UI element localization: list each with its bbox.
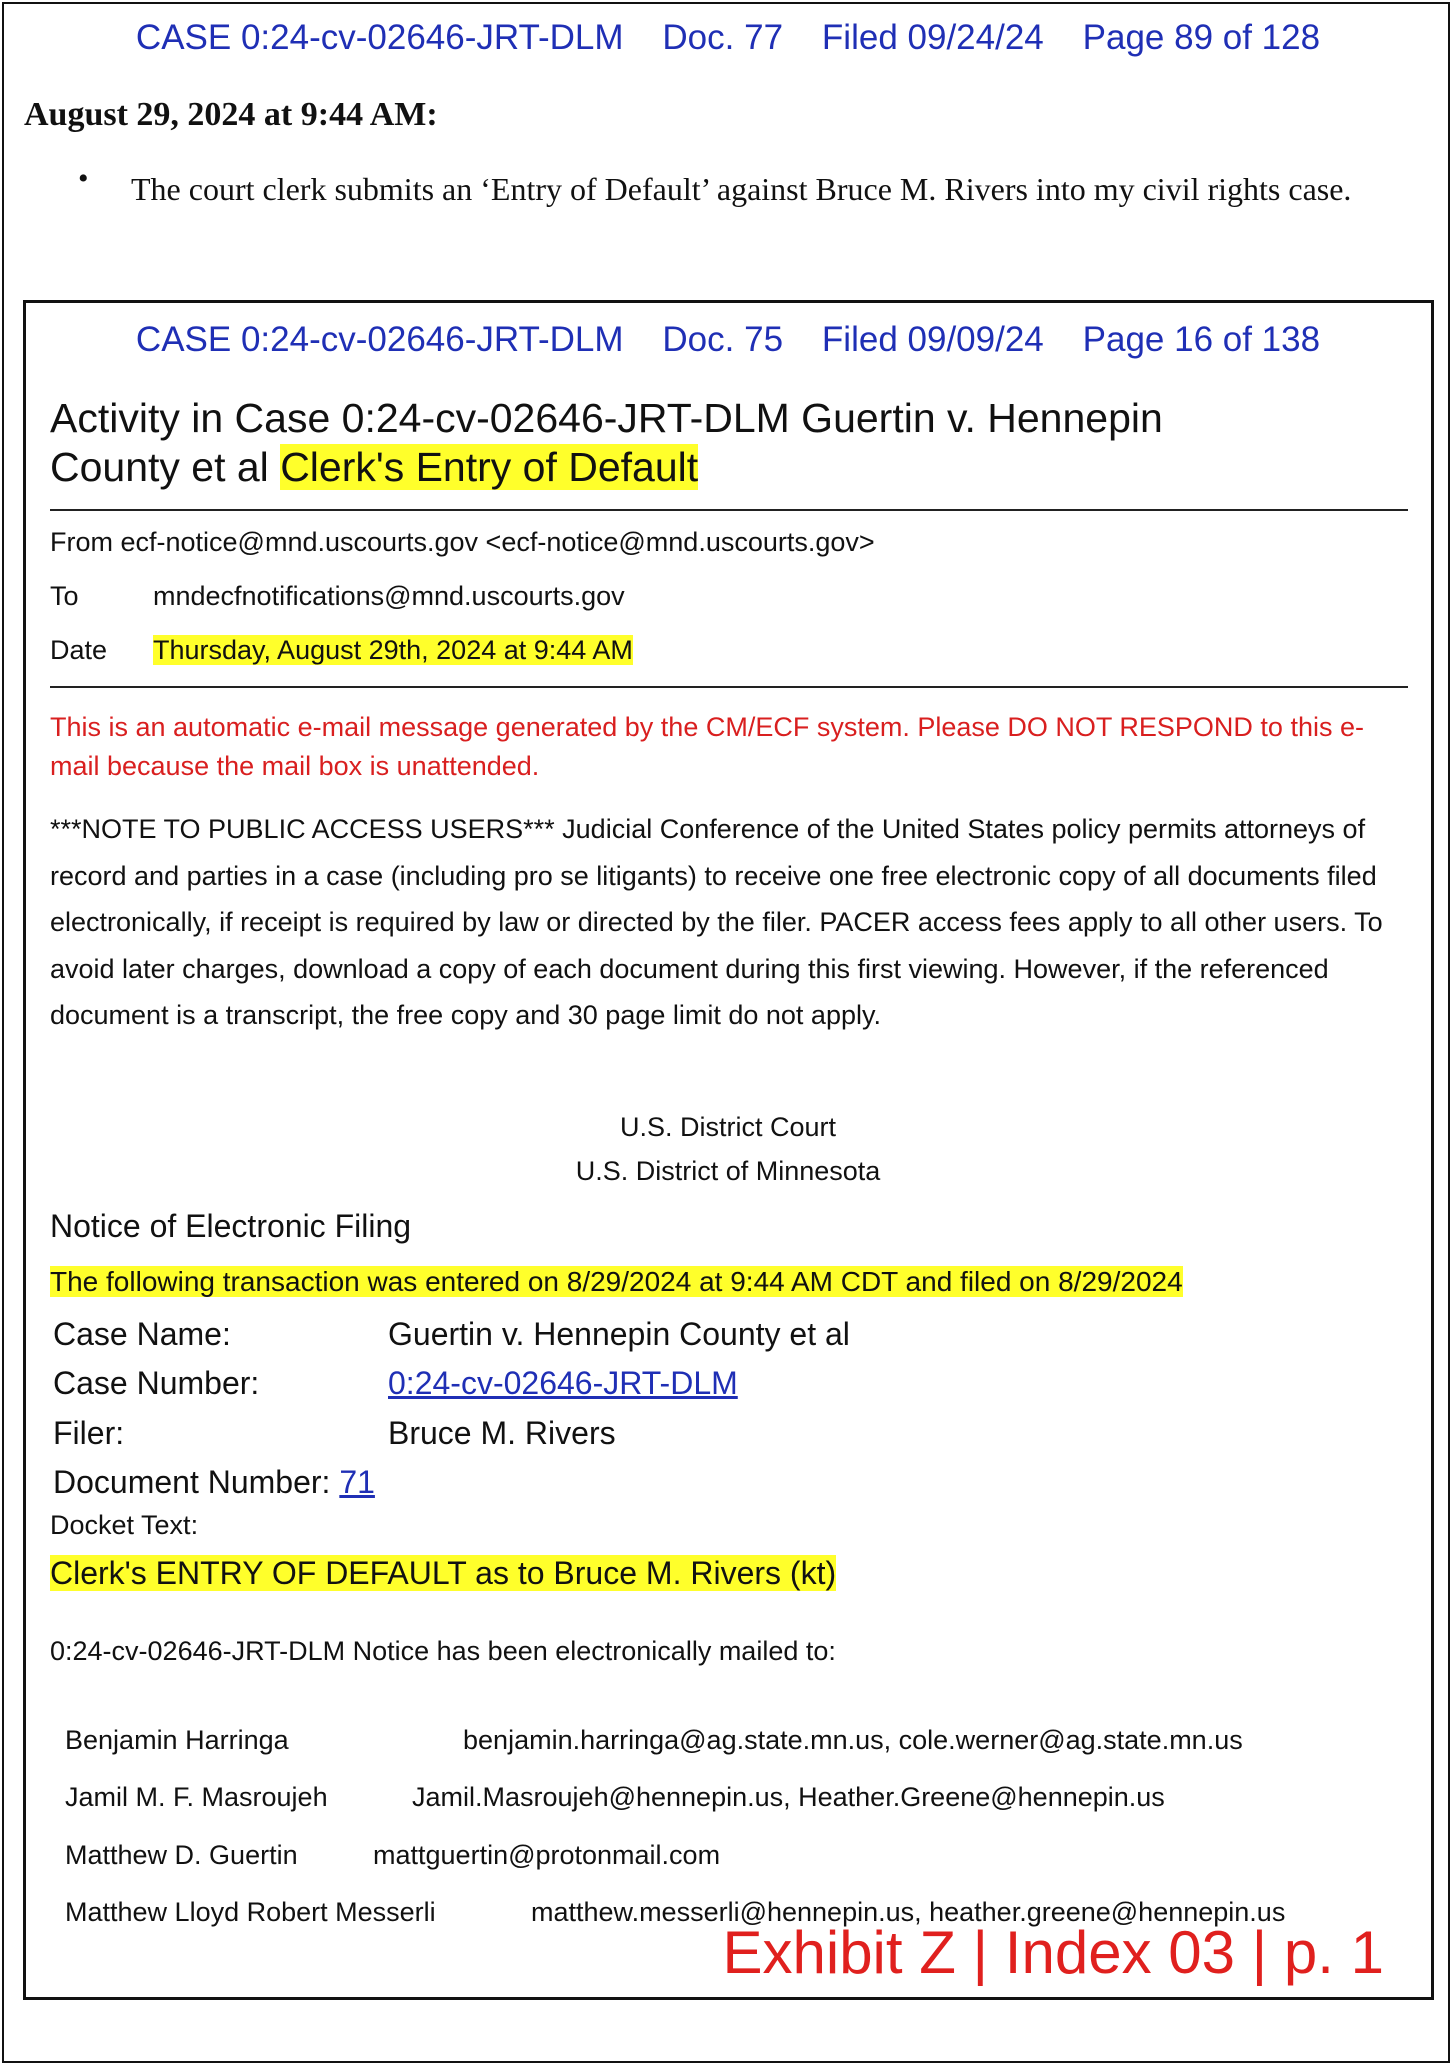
- recipient-name: Matthew D. Guertin: [65, 1840, 298, 1870]
- date-value: Thursday, August 29th, 2024 at 9:44 AM: [153, 635, 633, 665]
- to-value: mndecfnotifications@mnd.uscourts.gov: [153, 581, 625, 611]
- recipient-emails: matthew.messerli@hennepin.us, heather.greene@hennepin.us: [531, 1897, 1286, 1927]
- to-label: To: [50, 581, 79, 611]
- recipient-emails: mattguertin@protonmail.com: [373, 1840, 721, 1870]
- docket-text-label: Docket Text:: [50, 1510, 199, 1540]
- entry-timestamp: August 29, 2024 at 9:44 AM:: [24, 96, 438, 133]
- email-subject-highlight: Clerk's Entry of Default: [280, 444, 699, 490]
- date-label: Date: [50, 635, 108, 665]
- email-to: [50, 581, 625, 612]
- entry-description: The court clerk submits an ‘Entry of Default’ against Bruce M. Rivers into my civil rights case.: [131, 171, 1352, 207]
- case-number-link[interactable]: 0:24-cv-02646-JRT-DLM: [388, 1365, 738, 1401]
- document-number-label: Document Number:: [53, 1464, 331, 1500]
- nef-title: Notice of Electronic Filing: [50, 1208, 412, 1244]
- filing-header: CASE 0:24-cv-02646-JRT-DLM Doc. 77 Filed 09/24/24 Page 89 of 128: [135, 18, 1321, 57]
- case-name-label: Case Name:: [53, 1316, 231, 1352]
- public-access-note: ***NOTE TO PUBLIC ACCESS USERS*** Judicial Conference of the United States policy permits attorneys of record and parties in a case (including pro se litigants) to receive one free electronic copy of all documents filed electronically, if receipt is required by law or directed by the filer. PACER access fees apply to all other users. To avoid later charges, download a copy of each document during this first viewing. However, if the referenced document is a transcript, the free copy and 30 page limit do not apply.: [50, 814, 1383, 1031]
- document-number-row: [53, 1464, 375, 1501]
- recipient-name: Benjamin Harringa: [65, 1725, 289, 1755]
- court-name: U.S. District Court: [619, 1112, 837, 1142]
- transaction-highlight: The following transaction was entered on 8/29/2024 at 9:44 AM CDT and filed on 8/29/2024: [50, 1266, 1183, 1297]
- exhibit-filing-header: CASE 0:24-cv-02646-JRT-DLM Doc. 75 Filed 09/09/24 Page 16 of 138: [135, 320, 1321, 359]
- transaction-line: [50, 1264, 1183, 1300]
- recipient-name: Jamil M. F. Masroujeh: [65, 1782, 328, 1812]
- court-district: U.S. District of Minnesota: [575, 1156, 881, 1186]
- docket-text: [50, 1553, 836, 1593]
- divider: [50, 686, 1408, 688]
- recipient-emails: Jamil.Masroujeh@hennepin.us, Heather.Greene@hennepin.us: [412, 1782, 1165, 1812]
- case-number-label: Case Number:: [53, 1365, 260, 1401]
- recipient-row: [50, 1751, 1165, 1813]
- document-number-link[interactable]: 71: [339, 1464, 375, 1500]
- case-name-value: Guertin v. Hennepin County et al: [388, 1316, 850, 1352]
- recipient-row: [50, 1694, 1243, 1756]
- recipient-name: Matthew Lloyd Robert Messerli: [65, 1897, 436, 1927]
- email-subject-line1: Activity in Case 0:24-cv-02646-JRT-DLM Guertin v. Hennepin: [50, 395, 1163, 441]
- filer-value: Bruce M. Rivers: [388, 1415, 616, 1451]
- email-date: [50, 635, 633, 666]
- recipient-row: [50, 1809, 720, 1871]
- mailed-to-line: 0:24-cv-02646-JRT-DLM Notice has been electronically mailed to:: [50, 1636, 836, 1666]
- exhibit-label: Exhibit Z | Index 03 | p. 1: [722, 1919, 1384, 1986]
- auto-email-warning: This is an automatic e-mail message generated by the CM/ECF system. Please DO NOT RESPOND to this e-mail because the mail box is unattended.: [50, 712, 1364, 781]
- filer-label: Filer:: [53, 1415, 125, 1451]
- email-from: From ecf-notice@mnd.uscourts.gov <ecf-notice@mnd.uscourts.gov>: [50, 527, 875, 557]
- divider: [50, 509, 1408, 511]
- email-subject-plain: County et al: [50, 444, 281, 490]
- bullet-icon: •: [78, 162, 89, 195]
- email-subject: [50, 394, 1400, 492]
- recipient-emails: benjamin.harringa@ag.state.mn.us, cole.werner@ag.state.mn.us: [463, 1725, 1243, 1755]
- docket-text-highlight: Clerk's ENTRY OF DEFAULT as to Bruce M. Rivers (kt): [50, 1555, 837, 1591]
- email-subject-line2: [50, 443, 1400, 492]
